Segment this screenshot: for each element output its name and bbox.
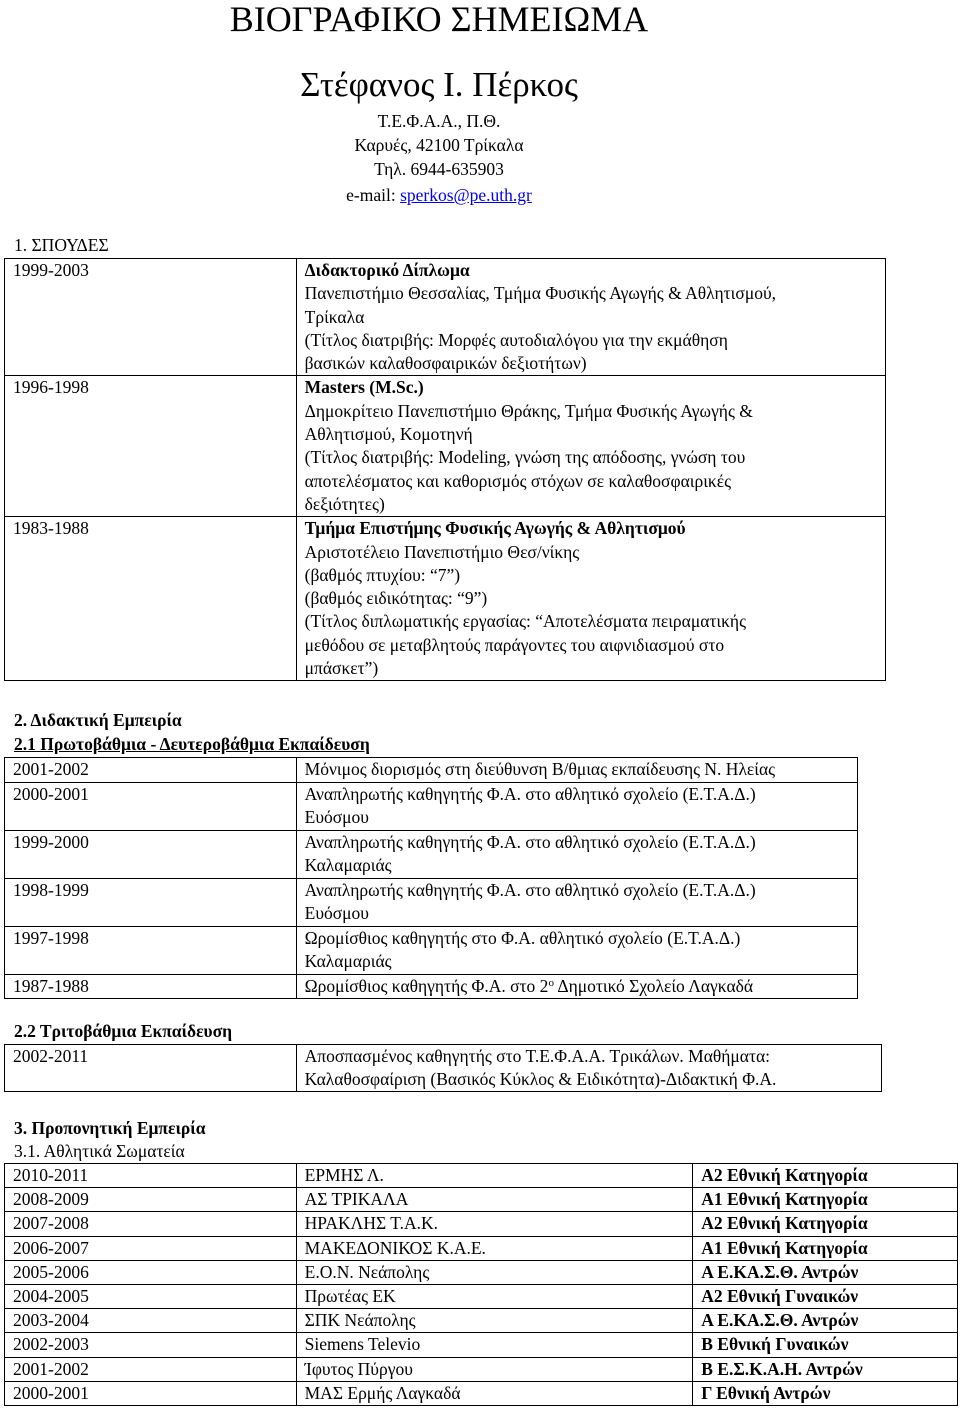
years-cell: 2000-2001 bbox=[5, 782, 297, 830]
table-row bbox=[5, 1309, 958, 1333]
years-cell: 2003-2004 bbox=[5, 1309, 297, 1333]
tertiary-table bbox=[4, 1044, 882, 1092]
position-text: Δημοτικό Σχολείο Λαγκαδά bbox=[553, 975, 754, 996]
club-cell: Ε.Ο.Ν. Νεάπολης bbox=[296, 1260, 693, 1284]
position-line: Ευόσμου bbox=[304, 807, 369, 827]
address: Καρυές, 42100 Τρίκαλα bbox=[354, 135, 524, 155]
degree-line: (βαθμός πτυχίου: “7”) bbox=[304, 564, 461, 585]
tertiary-heading: 2.2 Τριτοβάθμια Εκπαίδευση bbox=[14, 1021, 233, 1041]
table-row bbox=[5, 1333, 958, 1357]
person-name: Στέφανος Ι. Πέρκος bbox=[300, 65, 578, 104]
table-row bbox=[5, 1381, 958, 1405]
club-cell: ΜΑΣ Ερμής Λαγκαδά bbox=[296, 1381, 693, 1405]
degree-line: δεξιότητες) bbox=[304, 493, 385, 514]
club-cell: Πρωτέας ΕΚ bbox=[296, 1285, 693, 1309]
degree-cell bbox=[296, 259, 885, 376]
table-row bbox=[5, 758, 858, 783]
years-cell: 2007-2008 bbox=[5, 1212, 297, 1236]
table-row bbox=[5, 259, 886, 376]
degree-line: Δημοκρίτειο Πανεπιστήμιο Θράκης, Τμήμα Φυσικής Αγωγής & bbox=[304, 400, 753, 421]
years-cell: 1996-1998 bbox=[5, 376, 297, 517]
table-row bbox=[5, 1285, 958, 1309]
degree-line: (βαθμός ειδικότητας: “9”) bbox=[304, 588, 488, 609]
years-cell: 2002-2003 bbox=[5, 1333, 297, 1357]
degree-title: Διδακτορικό Δίπλωμα bbox=[304, 260, 470, 280]
position-cell bbox=[296, 926, 857, 974]
studies-heading: 1. ΣΠΟΥΔΕΣ bbox=[14, 235, 109, 255]
position-cell bbox=[296, 974, 857, 999]
club-cell: ΜΑΚΕΔΟΝΙΚΟΣ Κ.Α.Ε. bbox=[296, 1236, 693, 1260]
years-cell: 2000-2001 bbox=[5, 1381, 297, 1405]
table-row bbox=[5, 1045, 882, 1092]
degree-line: Αθλητισμού, Κομοτηνή bbox=[304, 424, 473, 445]
position-line: Καλαθοσφαίριση (Βασικός Κύκλος & Ειδικότητα)-Διδακτική Φ.Α. bbox=[304, 1069, 777, 1089]
years-cell: 2002-2011 bbox=[5, 1045, 297, 1092]
league-cell: Α Ε.ΚΑ.Σ.Θ. Αντρών bbox=[693, 1309, 958, 1333]
years-cell: 1999-2000 bbox=[5, 830, 297, 878]
degree-title: Τμήμα Επιστήμης Φυσικής Αγωγής & Αθλητισμού bbox=[304, 518, 686, 539]
club-cell: ΕΡΜΗΣ Λ. bbox=[296, 1164, 693, 1188]
table-row bbox=[5, 1236, 958, 1260]
position-text: Ωρομίσθιος καθηγητής Φ.Α. στο 2 bbox=[304, 975, 549, 996]
position-line: Αποσπασμένος καθηγητής στο Τ.Ε.Φ.Α.Α. Τρικάλων. Μαθήματα: bbox=[304, 1046, 771, 1066]
years-cell: 2010-2011 bbox=[5, 1164, 297, 1188]
club-cell: Ίφυτος Πύργου bbox=[296, 1357, 693, 1381]
degree-line: αποτελέσματος και καθορισμός στόχων σε καλαθοσφαιρικές bbox=[304, 470, 732, 491]
years-cell: 1997-1998 bbox=[5, 926, 297, 974]
position-line: Ωρομίσθιος καθηγητής στο Φ.Α. αθλητικό σχολείο (Ε.Τ.Α.Δ.) bbox=[304, 927, 741, 948]
position-cell bbox=[296, 878, 857, 926]
league-cell: Α2 Εθνική Γυναικών bbox=[693, 1285, 958, 1309]
position-cell bbox=[296, 758, 857, 783]
years-cell: 2001-2002 bbox=[5, 758, 297, 783]
table-row bbox=[5, 376, 886, 517]
degree-line: βασικών καλαθοσφαιρικών δεξιοτήτων) bbox=[304, 353, 587, 374]
clubs-subheading: 3.1. Αθλητικά Σωματεία bbox=[14, 1141, 185, 1161]
document-title: ΒΙΟΓΡΑΦΙΚΟ ΣΗΜΕΙΩΜΑ bbox=[229, 0, 649, 39]
years-cell: 2001-2002 bbox=[5, 1357, 297, 1381]
league-cell: Α2 Εθνική Κατηγορία bbox=[693, 1212, 958, 1236]
table-row bbox=[5, 1212, 958, 1236]
years-cell: 1987-1988 bbox=[5, 974, 297, 999]
position-line: Καλαμαριάς bbox=[304, 855, 392, 875]
degree-title: Masters (M.Sc.) bbox=[304, 377, 424, 398]
league-cell: Α1 Εθνική Κατηγορία bbox=[693, 1236, 958, 1260]
position-line: Αναπληρωτής καθηγητής Φ.Α. στο αθλητικό σχολείο (Ε.Τ.Α.Δ.) bbox=[304, 783, 756, 804]
department: Τ.Ε.Φ.Α.Α., Π.Θ. bbox=[377, 111, 501, 131]
table-row bbox=[5, 1164, 958, 1188]
position-line: Μόνιμος διορισμός στη διεύθυνση Β/θμιας εκπαίδευσης Ν. Ηλείας bbox=[304, 759, 776, 779]
degree-line: (Τίτλος διατριβής: Modeling, γνώση της απόδοσης, γνώση του bbox=[304, 447, 746, 468]
email-link[interactable]: sperkos@pe.uth.gr bbox=[400, 185, 532, 205]
degree-line: μεθόδου σε μεταβλητούς παράγοντες του αιφνιδιασμού στο bbox=[304, 634, 725, 655]
club-cell: Siemens Televio bbox=[296, 1333, 693, 1357]
position-line: Καλαμαριάς bbox=[304, 951, 392, 971]
primary-secondary-heading: 2.1 Πρωτοβάθμια - Δευτεροβάθμια Εκπαίδευση bbox=[14, 734, 370, 754]
teaching-heading: 2. Διδακτική Εμπειρία bbox=[14, 710, 182, 730]
degree-line: Πανεπιστήμιο Θεσσαλίας, Τμήμα Φυσικής Αγωγής & Αθλητισμού, bbox=[304, 283, 776, 304]
coaching-heading: 3. Προπονητική Εμπειρία bbox=[14, 1118, 206, 1138]
years-cell: 2006-2007 bbox=[5, 1236, 297, 1260]
club-cell: ΗΡΑΚΛΗΣ Τ.Α.Κ. bbox=[296, 1212, 693, 1236]
league-cell: Α2 Εθνική Κατηγορία bbox=[693, 1164, 958, 1188]
table-row bbox=[5, 782, 858, 830]
studies-table bbox=[4, 258, 886, 681]
table-row bbox=[5, 1260, 958, 1284]
table-row bbox=[5, 1357, 958, 1381]
table-row bbox=[5, 517, 886, 681]
table-row bbox=[5, 926, 858, 974]
league-cell: Α1 Εθνική Κατηγορία bbox=[693, 1188, 958, 1212]
position-line: Ευόσμου bbox=[304, 903, 369, 923]
phone: Τηλ. 6944-635903 bbox=[374, 159, 504, 179]
degree-cell bbox=[296, 517, 885, 681]
degree-cell bbox=[296, 376, 885, 517]
league-cell: Β Εθνική Γυναικών bbox=[693, 1333, 958, 1357]
email-line bbox=[0, 184, 878, 206]
club-cell: ΣΠΚ Νεάπολης bbox=[296, 1309, 693, 1333]
ordinal-superscript: ο bbox=[548, 976, 554, 989]
degree-line: Τρίκαλα bbox=[304, 306, 365, 327]
clubs-table bbox=[4, 1163, 958, 1406]
years-cell: 2005-2006 bbox=[5, 1260, 297, 1284]
league-cell: Γ Εθνική Αντρών bbox=[693, 1381, 958, 1405]
table-row bbox=[5, 974, 858, 999]
years-cell: 1998-1999 bbox=[5, 878, 297, 926]
years-cell: 1999-2003 bbox=[5, 259, 297, 376]
degree-line: Αριστοτέλειο Πανεπιστήμιο Θεσ/νίκης bbox=[304, 541, 580, 562]
table-row bbox=[5, 830, 858, 878]
table-row bbox=[5, 1188, 958, 1212]
position-cell bbox=[296, 1045, 881, 1092]
email-label: e-mail: bbox=[346, 185, 401, 205]
position-line: Αναπληρωτής καθηγητής Φ.Α. στο αθλητικό σχολείο (Ε.Τ.Α.Δ.) bbox=[304, 879, 756, 900]
primary-secondary-table bbox=[4, 757, 858, 999]
position-cell bbox=[296, 830, 857, 878]
degree-line: (Τίτλος διπλωματικής εργασίας: “Αποτελέσματα πειραματικής bbox=[304, 611, 747, 632]
years-cell: 2008-2009 bbox=[5, 1188, 297, 1212]
years-cell: 1983-1988 bbox=[5, 517, 297, 681]
years-cell: 2004-2005 bbox=[5, 1285, 297, 1309]
position-line: Αναπληρωτής καθηγητής Φ.Α. στο αθλητικό σχολείο (Ε.Τ.Α.Δ.) bbox=[304, 831, 756, 852]
table-row bbox=[5, 878, 858, 926]
degree-line: (Τίτλος διατριβής: Μορφές αυτοδιαλόγου για την εκμάθηση bbox=[304, 329, 728, 350]
degree-line: μπάσκετ”) bbox=[304, 658, 379, 679]
position-cell bbox=[296, 782, 857, 830]
league-cell: Β Ε.Σ.Κ.Α.Η. Αντρών bbox=[693, 1357, 958, 1381]
club-cell: ΑΣ ΤΡΙΚΑΛΑ bbox=[296, 1188, 693, 1212]
league-cell: Α Ε.ΚΑ.Σ.Θ. Αντρών bbox=[693, 1260, 958, 1284]
